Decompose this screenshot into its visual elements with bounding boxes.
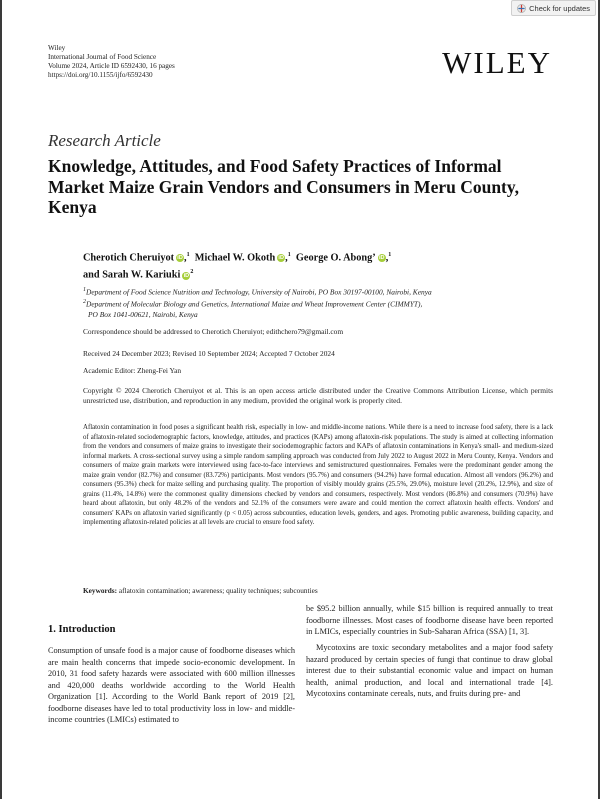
check-for-updates-button[interactable] xyxy=(511,0,596,16)
author-and: and xyxy=(83,269,100,281)
academic-editor: Academic Editor: Zheng-Fei Yan xyxy=(83,366,182,375)
volume-line: Volume 2024, Article ID 6592430, 16 pages xyxy=(48,62,175,70)
keywords-label: Keywords: xyxy=(83,586,118,595)
author-affiliation-mark: 1 xyxy=(388,252,392,258)
check-for-updates-label: Check for updates xyxy=(529,3,590,13)
article-page xyxy=(2,0,598,799)
author-affiliation-mark: 1 xyxy=(287,252,291,258)
affiliation-2-cont: PO Box 1041-00621, Nairobi, Kenya xyxy=(88,309,198,319)
author-name[interactable]: Michael W. Okoth xyxy=(194,252,276,264)
affiliation-2: $^2$Department of Molecular Biology and Genetics, International Maize and Wheat Improvement Center (CIMMYT), xyxy=(83,299,423,309)
journal-name: International Journal of Food Science xyxy=(48,53,157,61)
section-heading: 1. Introduction xyxy=(48,624,116,635)
article-title: Knowledge, Attitudes, and Food Safety Practices of Informal Market Maize Grain Vendors and Consumers in Meru County, Kenya xyxy=(48,156,520,217)
crossmark-icon xyxy=(517,4,526,13)
copyright-notice: Copyright © 2024 Cherotich Cheruiyot et al. This is an open access article distributed under the Creative Commons Attribution License, which permits unrestricted use, distribution, and reproduction in any medium, provided the original work is properly cited. xyxy=(83,386,553,405)
abstract: Aflatoxin contamination in food poses a significant health risk, especially in low- and middle-income nations. While there is a need to increase food safety, there is a lack of aflatoxin-related sociodemographic factors, knowledge, attitudes, and practices (KAPs) among aflatoxin-risk populations. The study is aimed at collecting information from the vendors and consumers of maize grains to investigate their sociodemographic factors and KAPs of aflatoxin contaminations in Kenya's small- and medium-sized informal markets. A cross-sectional survey using a simple random sampling approach was conducted from July 2022 to August 2022 in Meru County, Kenya. Vendors and consumers of maize grain markets were interviewed using face-to-face interviews and semistructured questionnaires. Females were the predominant gender among the maize grain vendor (82.7%) and consumer (83.72%) participants. Most vendors (95.7%) and consumers (94.2%) have formal education. Almost all vendors (96.2%) and consumers (95.3%) check for maize selling and purchasing quality. The proportion of visibly mouldy grains (25.5%, 29.0%), moisture level (20.2%, 12.9%), and size of grains (11.4%, 14.8%) were the commonest quality dimensions checked by vendors and consumers, respectively. Most vendors (86.8%) and consumers (70.9%) have heard about aflatoxin, but only 48.2% of the vendors and 52.1% of the consumers were aware and could mention the correct aflatoxin health effects. Vendors' and consumers' KAPs on aflatoxin varied significantly (p < 0.05) across subcounties, education levels, genders, and ages. Promoting public awareness, building capacity, and implementing aflatoxin-related policies at all levels are crucial to ensure food safety. xyxy=(83,424,553,526)
orcid-icon[interactable]: iD xyxy=(177,255,183,262)
keywords-list: aflatoxin contamination; awareness; quality techniques; subcounties xyxy=(118,586,318,595)
orcid-icon[interactable]: iD xyxy=(378,255,385,262)
author-affiliation-mark: 1 xyxy=(186,252,190,258)
body-paragraph: Mycotoxins are toxic secondary metabolites and a major food safety hazard produced by certain species of fungi that continue to draw global interest due to their substantial economic value and impact on human health, animal production, and local and international trade [4]. Mycotoxins contaminate cereals, nuts, and fruits during pre- and xyxy=(306,643,553,698)
affiliation-1: $^1$Department of Food Science Nutrition and Technology, University of Nairobi, PO Box 30197-00100, Nairobi, Kenya xyxy=(83,287,432,297)
body-paragraph: Consumption of unsafe food is a major cause of foodborne diseases which are main health concerns that impede socio-economic development. In 2010, 31 food safety hazards were associated with 600 million illnesses and 420,000 deaths worldwide according to the World Health Organization [1]. According to the World Bank report of 2019 [2], foodborne diseases have led to total productivity loss in low- and middle-income countries (LMICs) estimated to xyxy=(48,646,295,724)
body-column-left xyxy=(48,645,295,730)
author-name[interactable]: Sarah W. Kariuki xyxy=(102,269,181,281)
author-affiliation-mark: 2 xyxy=(190,269,194,276)
received-dates: Received 24 December 2023; Revised 10 September 2024; Accepted 7 October 2024 xyxy=(83,349,335,358)
publisher-name: Wiley xyxy=(48,44,66,52)
wiley-logo: WILEY xyxy=(442,45,552,80)
orcid-icon[interactable]: iD xyxy=(278,255,284,262)
correspondence: Correspondence should be addressed to Cherotich Cheruiyot; edithchero79@gmail.com xyxy=(83,327,344,336)
journal-header xyxy=(48,44,175,80)
body-column-right xyxy=(306,603,553,704)
affiliations xyxy=(83,285,553,320)
doi-link[interactable]: https://doi.org/10.1155/ijfo/6592430 xyxy=(48,71,153,79)
author-name[interactable]: Cherotich Cheruiyot xyxy=(83,252,175,264)
article-type: Research Article xyxy=(48,131,161,150)
body-paragraph: be $95.2 billion annually, while $15 billion is required annually to treat foodborne illnesses. Most cases of foodborne disease have been reported in LMICs, especially countries in Sub-Saharan Africa (SSA) [1, 3]. xyxy=(306,604,553,636)
orcid-icon[interactable]: iD xyxy=(183,272,190,279)
author-name[interactable]: George O. Abong’ xyxy=(295,252,376,264)
keywords xyxy=(83,586,553,595)
author-list: Cherotich Cheruiyot iD,$^1$ Michael W. Okoth iD,$^1$ George O. Abong’ iD,$^1$ and Sarah W. Kariuki $iD^2$ xyxy=(83,252,392,281)
